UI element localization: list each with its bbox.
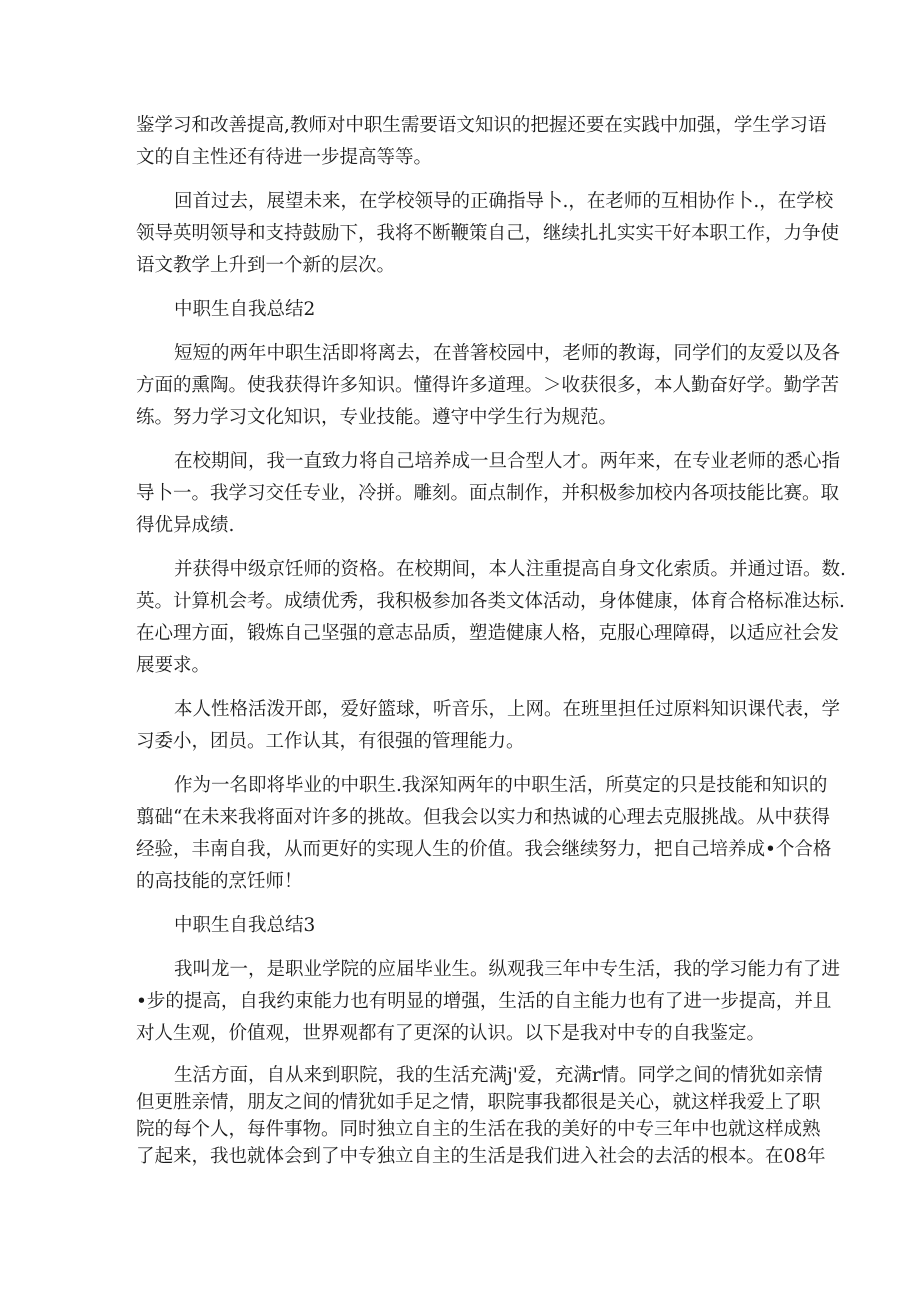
- text-line: 翦础“在未来我将面对许多的挑故。但我会以实力和热诚的心理去克服挑战。从中获得: [136, 807, 830, 828]
- text-line: 方面的熏陶。使我获得许多知识。懂得许多道理。＞收获很多，本人勤奋好学。勤学苦: [136, 375, 840, 396]
- text-line: 导卜一。我学习交任专业，冷拼。雕刻。面点制作，并积极参加校内各项技能比赛。取: [136, 483, 840, 504]
- paragraph-4: [136, 446, 841, 542]
- paragraph-2: [136, 186, 840, 282]
- paragraph-6: [136, 694, 841, 758]
- document-page: [136, 110, 846, 1182]
- text-line: 并获得中级京饪师的资格。在校期间，本人注重提高自身文化索质。并通过语。数.: [174, 559, 846, 580]
- text-line: 对人生观，价值观，世界观都有了更深的认识。以下是我对中专的自我鉴定。: [136, 1023, 766, 1044]
- text-line: 鉴学习和改善提高,教师对中职生需要语文知识的把握还要在实践中加强，学生学习语: [136, 115, 827, 136]
- text-line: 回首过去，展望未来，在学校领导的正确指导卜.，在老师的互相协作卜.，在学校: [174, 191, 834, 212]
- text-line: 文的自主性还有待进一步提高等等。: [136, 147, 433, 168]
- text-line: 本人性格活泼开郎，爱好篮球，听音乐，上网。在班里担任过原料知识课代表，学: [174, 699, 841, 720]
- text-line: 领导英明领导和支持鼓励下，我将不断鞭策自己，继续扎扎实实干好本职工作，力争使: [136, 223, 840, 244]
- text-line: 在校期间，我一直致力将自己培养成一旦合型人才。两年来，在专业老师的悉心指: [174, 451, 841, 472]
- text-line: 练。努力学习文化知识，专业技能。遵守中学生行为规范。: [136, 407, 618, 428]
- text-line: 语文教学上升到一个新的层次。: [136, 255, 396, 276]
- text-line: 得优异成绩.: [136, 515, 235, 536]
- text-line: 我叫龙一，是职业学院的应届毕业生。纵观我三年中专生活，我的学习能力有了进: [174, 959, 841, 980]
- text-line: 的高技能的烹饪师！: [136, 871, 303, 892]
- text-line: 在心理方面，锻炼自己坚强的意志品质，塑造健康人格，克服心理障碍，以适应社会发: [136, 623, 840, 644]
- paragraph-3: [136, 338, 841, 434]
- text-line: 展要求。: [136, 655, 211, 676]
- text-line: 院的每个人，每件事物。同时独立自主的生活在我的美好的中专三年中也就这样成熟: [136, 1119, 821, 1140]
- paragraph-1: [136, 110, 827, 174]
- text-line: 了起来，我也就体会到了中专独立自主的生活是我们进入社会的去活的根本。在08年: [136, 1146, 826, 1167]
- section-heading-3: 中职生自我总结3: [174, 915, 316, 936]
- text-line: 短短的两年中职生活即将离去，在普箸校园中，老师的教诲，同学们的友爱以及各: [174, 343, 841, 364]
- paragraph-7: [136, 770, 832, 898]
- paragraph-9: [136, 1062, 826, 1170]
- text-line: 但更胜亲情，朋友之间的情犹如手足之情，职院事我都很是关心，就这样我爱上了职: [136, 1092, 821, 1113]
- paragraph-5: [136, 554, 846, 682]
- text-line: 经验，丰南自我，从而更好的实现人生的价值。我会继续努力，把自己培养成•个合格: [136, 839, 832, 860]
- text-line: •步的提高，自我约束能力也有明显的增强，生活的自主能力也有了进一步提高，并且: [136, 991, 832, 1012]
- section-heading-2: 中职生自我总结2: [174, 299, 316, 320]
- text-line: 生活方面，自从来到职院，我的生活充满j'爱，充满r情。同学之间的情犹如亲情: [174, 1065, 823, 1086]
- paragraph-8: [136, 954, 841, 1050]
- text-line: 习委小，团员。工作认其，有很强的管理能力。: [136, 731, 525, 752]
- text-line: 作为一名即将毕业的中职生.我深知两年的中职生活，所莫定的只是技能和知识的: [174, 775, 828, 796]
- text-line: 英。计算机会考。成绩优秀，我积极参加各类文体活动，身体健康，体育合格标准达标.: [136, 591, 845, 612]
